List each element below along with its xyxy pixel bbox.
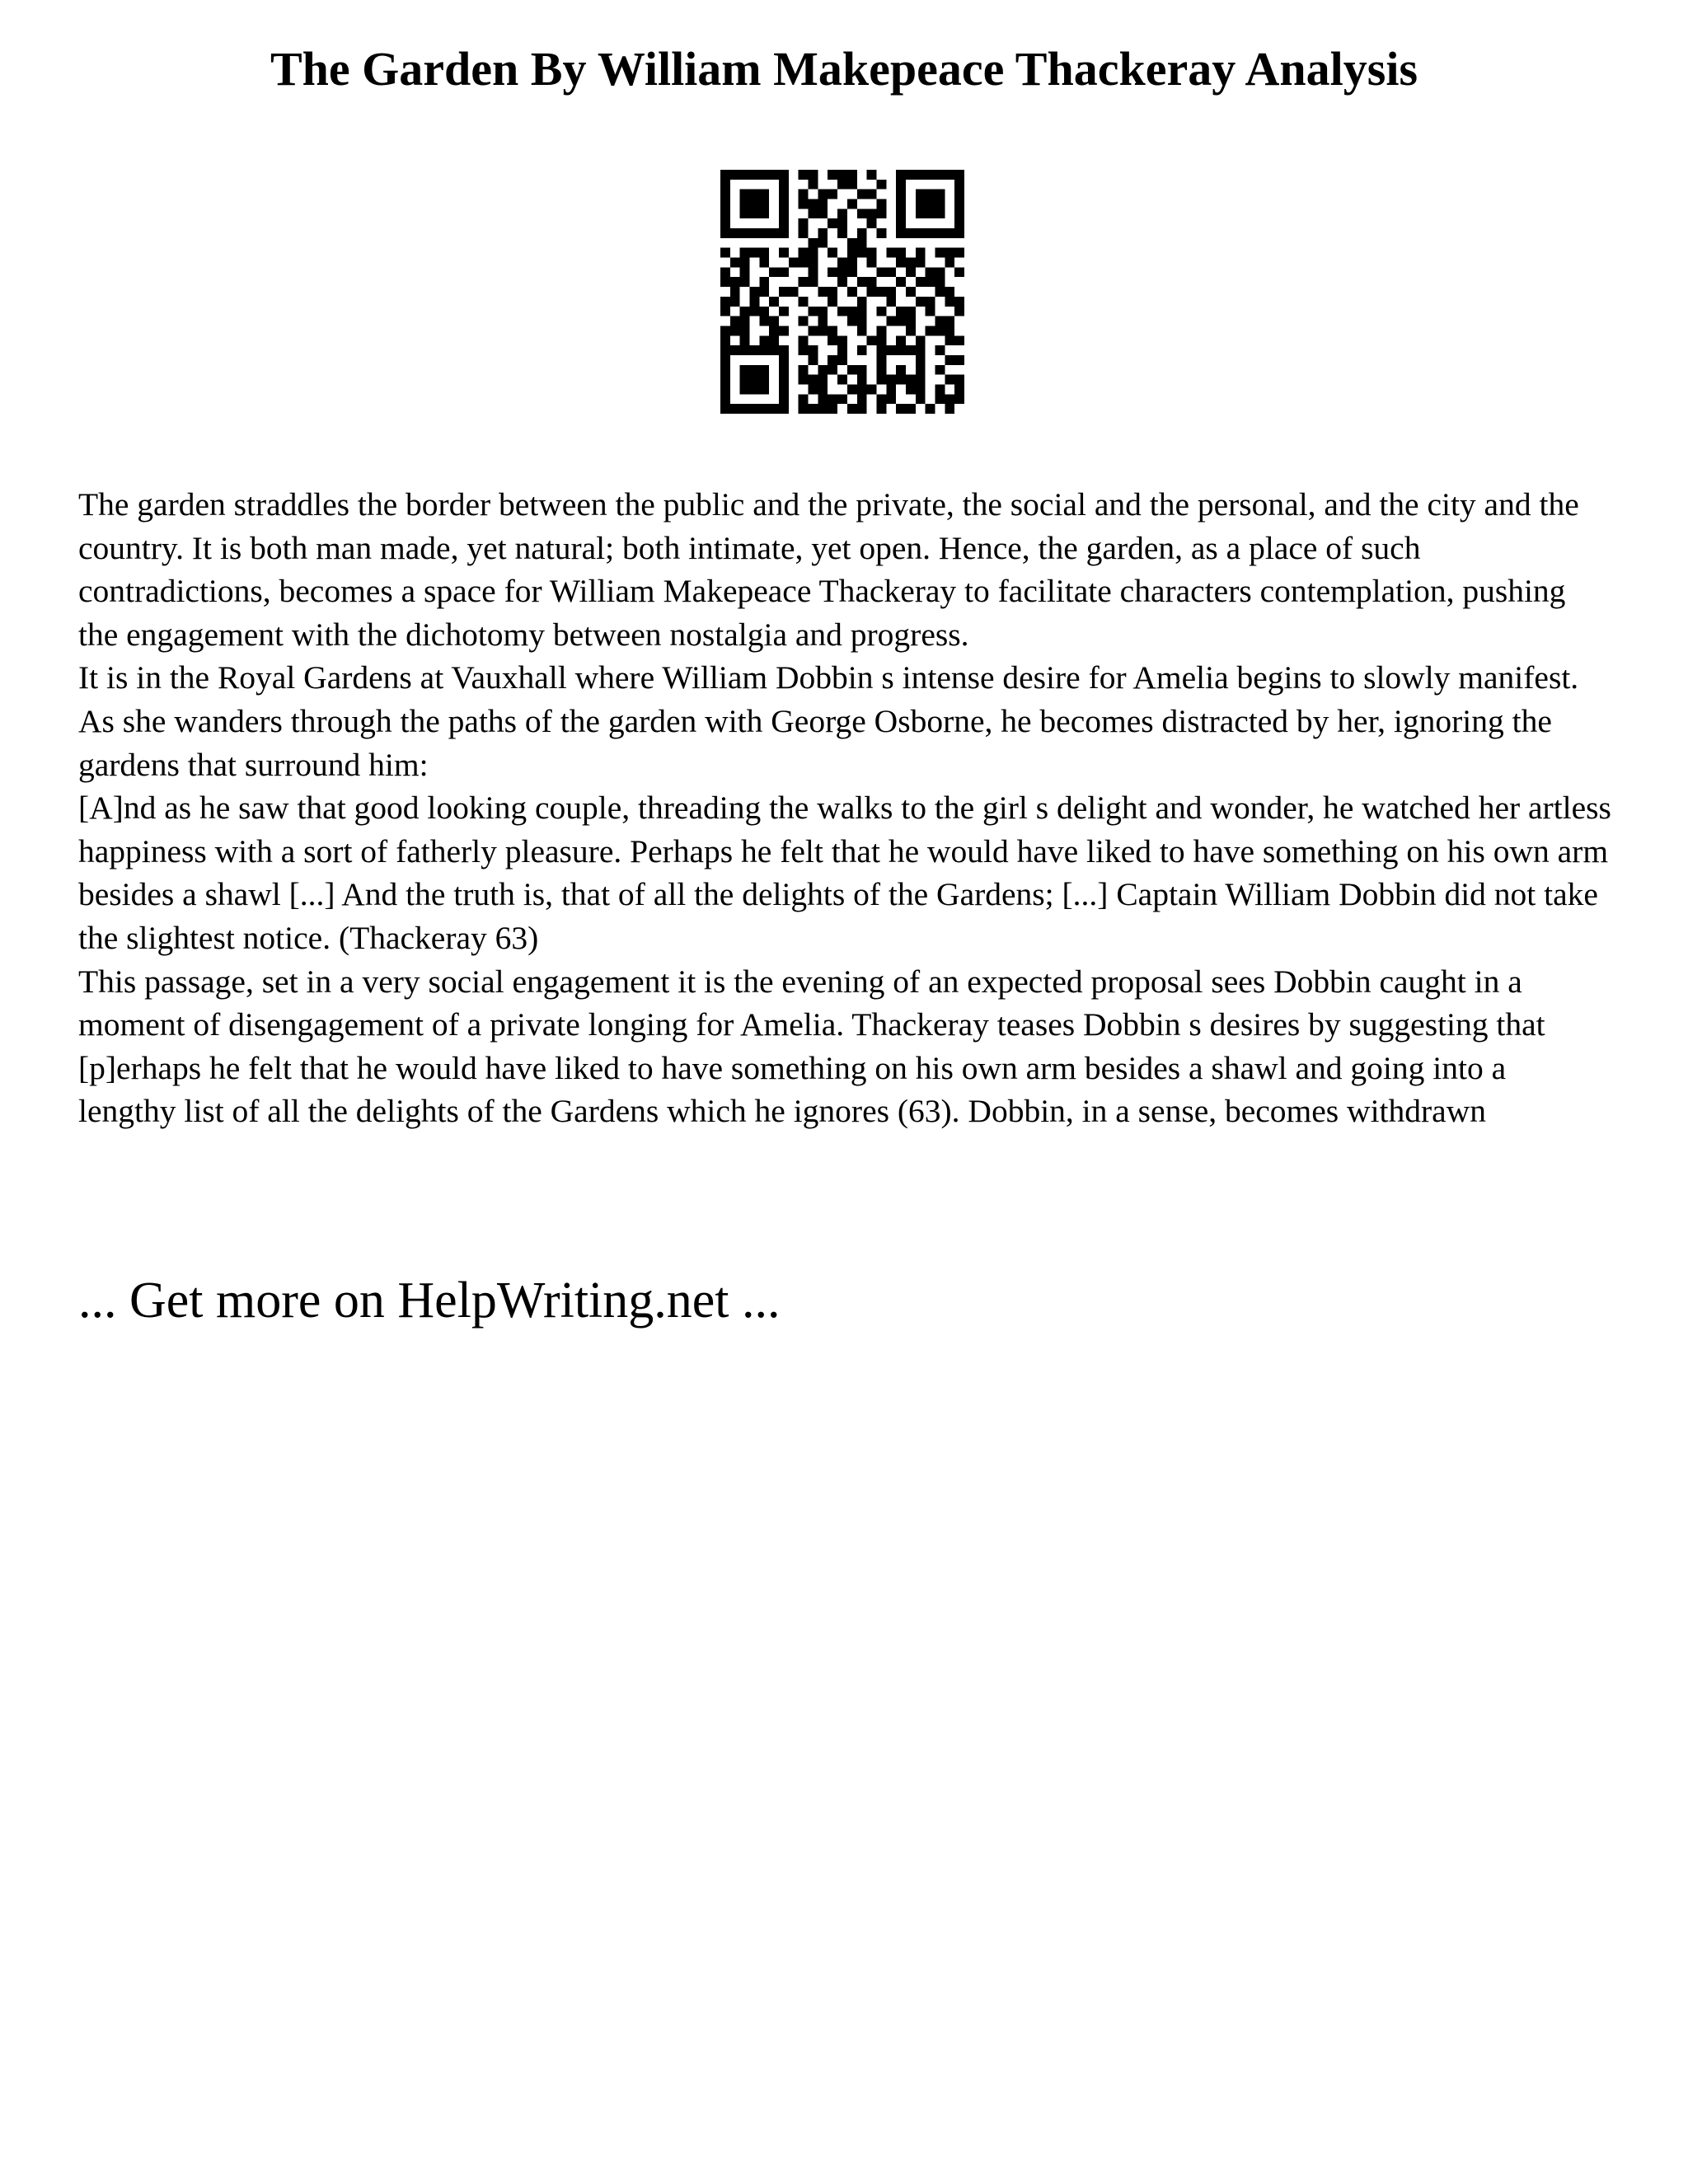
qr-code-icon <box>720 170 964 414</box>
paragraph: The garden straddles the border between the public and the private, the social and the personal, and the city and the country. It is both man made, yet natural; both intimate, yet open. Hence, the garden, as a place of such contradictions, becomes a space for William Makepeace Thackeray to facilitate characters contemplation, pushing the engagement with the dichotomy between nostalgia and progress. <box>78 486 1579 653</box>
paragraph: This passage, set in a very social engagement it is the evening of an expected proposal sees Dobbin caught in a moment of disengagement of a private longing for Amelia. Thackeray teases Dobbin s desires by suggesting that [p]erhaps he felt that he would have liked to have something on his own arm besides a shawl and going into a lengthy list of all the delights of the Gardens which he ignores (63). Dobbin, in a sense, becomes withdrawn <box>78 963 1545 1130</box>
page-title: The Garden By William Makepeace Thackeray Analysis <box>270 42 1418 96</box>
paragraph-quote: [A]nd as he saw that good looking couple, threading the walks to the girl s delight and wonder, he watched her artless happiness with a sort of fatherly pleasure. Perhaps he felt that he would have liked to have something on his own arm besides a shawl [...] And the truth is, that of all the delights of the Gardens; [...] Captain William Dobbin did not take the slightest notice. (Thackeray 63) <box>78 790 1611 956</box>
article-body <box>78 483 1611 1133</box>
get-more-link[interactable]: ... Get more on HelpWriting.net ... <box>78 1272 781 1329</box>
paragraph: It is in the Royal Gardens at Vauxhall where William Dobbin s intense desire for Amelia begins to slowly manifest. As she wanders through the paths of the garden with George Osborne, he becomes distracted by her, ignoring the gardens that surround him: <box>78 659 1579 783</box>
